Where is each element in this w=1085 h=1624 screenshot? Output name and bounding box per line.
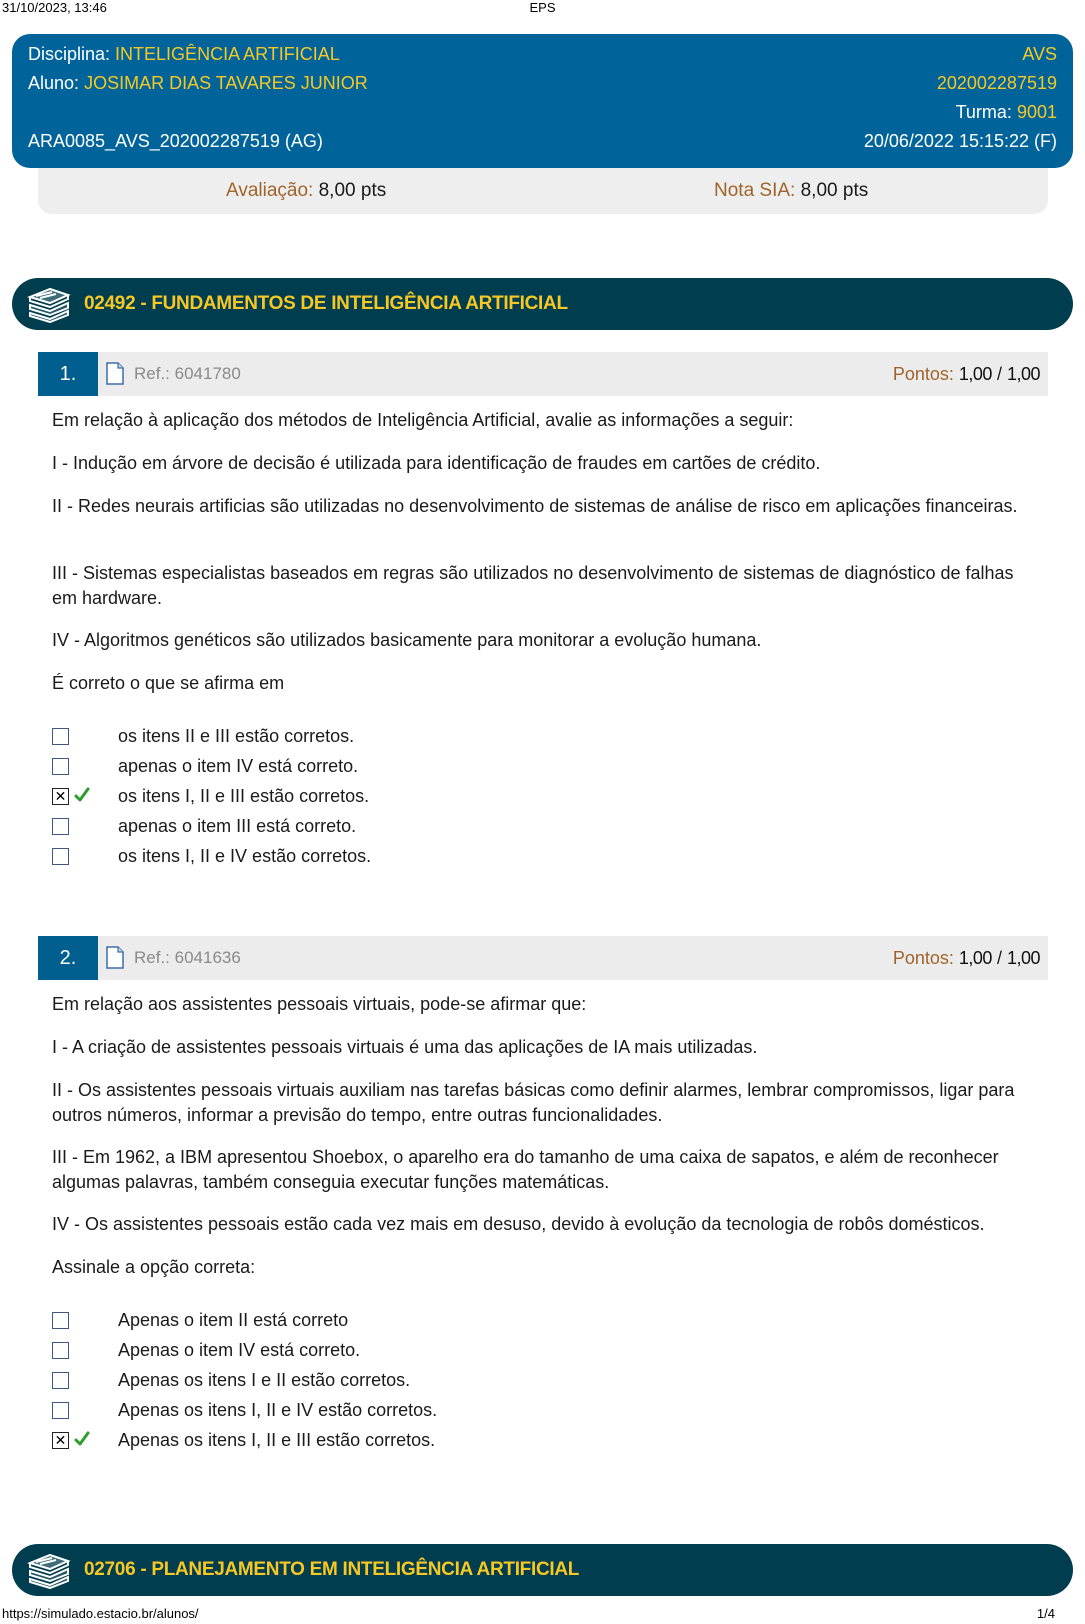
print-page-number: 1/4: [1036, 1606, 1055, 1621]
correct-check-icon: [74, 1430, 90, 1448]
nota-sia-label: Nota SIA:: [714, 180, 796, 201]
answer-option[interactable]: [52, 1400, 952, 1428]
avaliacao-value: 8,00: [318, 180, 356, 201]
books-icon: [26, 287, 72, 323]
avaliacao-unit: pts: [360, 180, 387, 201]
aluno-value: JOSIMAR DIAS TAVARES JUNIOR: [84, 73, 368, 93]
answer-option[interactable]: [52, 756, 952, 784]
question-points: [893, 364, 1040, 385]
option-text: Apenas os itens I, II e IV estão corretos.: [118, 1400, 438, 1420]
turma-value: 9001: [1016, 102, 1057, 122]
nota-sia-unit: pts: [842, 180, 869, 201]
answer-option-selected[interactable]: [52, 1430, 952, 1458]
question-paragraph: III - Em 1962, a IBM apresentou Shoebox, o aparelho era do tamanho de uma caixa de sapatos, e além de reconhecer algumas palavras, também conseguia executar funções matemáticas.: [52, 1147, 999, 1192]
option-checkbox[interactable]: [52, 1402, 69, 1419]
answer-option[interactable]: [52, 1370, 952, 1398]
option-text: Apenas o item II está correto: [118, 1310, 349, 1330]
option-text: os itens I, II e III estão corretos.: [118, 786, 370, 806]
answer-option[interactable]: [52, 816, 952, 844]
points-label: Pontos:: [892, 948, 954, 968]
points-separator: /: [991, 948, 1007, 968]
exam-code: ARA0085_AVS_202002287519 (AG): [28, 131, 323, 151]
question-paragraph: I - Indução em árvore de decisão é utilizada para identificação de fraudes em cartões de crédito.: [52, 453, 821, 473]
question-ref: Ref.: 6041636: [134, 948, 241, 967]
print-url: https://simulado.estacio.br/alunos/: [2, 1606, 199, 1621]
question-paragraph: II - Os assistentes pessoais virtuais auxiliam nas tarefas básicas como definir alarmes, lembrar compromissos, ligar para outros números, informar a previsão do tempo, entre outras funcionalidades.: [52, 1080, 1015, 1125]
question-paragraph: Em relação à aplicação dos métodos de Inteligência Artificial, avalie as informações a seguir:: [52, 410, 794, 430]
nota-sia-value: 8,00: [800, 180, 838, 201]
points-max: 1,00: [1006, 948, 1040, 968]
question-number: 2.: [38, 936, 98, 980]
option-checkbox[interactable]: [52, 1312, 69, 1329]
section-title: 02492 - FUNDAMENTOS DE INTELIGÊNCIA ARTIFICIAL: [84, 293, 568, 314]
exam-type: AVS: [1022, 44, 1057, 64]
print-header: [0, 0, 1085, 18]
option-text: Apenas o item IV está correto.: [118, 1340, 361, 1360]
correct-check-icon: [74, 786, 90, 804]
disciplina-label: Disciplina:: [28, 44, 111, 64]
matricula-value: 202002287519: [936, 73, 1057, 93]
document-icon: [106, 946, 124, 969]
points-earned: 1,00: [958, 948, 992, 968]
avaliacao-label: Avaliação:: [226, 180, 314, 201]
books-icon: [26, 1553, 72, 1589]
x-mark-icon: ✕: [54, 1432, 67, 1448]
option-text: os itens II e III estão corretos.: [118, 726, 355, 746]
print-datetime: 31/10/2023, 13:46: [2, 0, 107, 15]
question-header: [38, 352, 1048, 396]
points-earned: 1,00: [958, 364, 992, 384]
section-header: [12, 278, 1073, 330]
exam-date: 20/06/2022 15:15:22 (F): [863, 131, 1057, 151]
avaliacao-grade: [226, 180, 386, 202]
answer-option[interactable]: [52, 1340, 952, 1368]
points-label: Pontos:: [892, 364, 954, 384]
option-checkbox[interactable]: [52, 758, 69, 775]
document-icon: [106, 362, 124, 385]
grades-panel: [38, 168, 1048, 214]
question-header: [38, 936, 1048, 980]
question-paragraph: III - Sistemas especialistas baseados em regras são utilizados no desenvolvimento de sistemas de diagnóstico de falhas em hardware.: [52, 563, 1014, 608]
turma-line: [956, 102, 1057, 123]
option-checkbox[interactable]: [52, 848, 69, 865]
option-text: apenas o item III está correto.: [118, 816, 357, 836]
question-paragraph: II - Redes neurais artificias são utilizadas no desenvolvimento de sistemas de análise de risco em aplicações financeiras.: [52, 496, 1018, 516]
option-text: Apenas os itens I, II e III estão corretos.: [118, 1430, 436, 1450]
print-title: EPS: [529, 0, 556, 15]
nota-sia-grade: [714, 180, 868, 202]
answer-option[interactable]: [52, 1310, 952, 1338]
question-paragraph: Assinale a opção correta:: [52, 1257, 256, 1277]
turma-label: Turma:: [955, 102, 1012, 122]
option-checkbox[interactable]: [52, 1372, 69, 1389]
answer-option-selected[interactable]: [52, 786, 952, 814]
x-mark-icon: ✕: [54, 788, 67, 804]
question-paragraph: Em relação aos assistentes pessoais virtuais, pode-se afirmar que:: [52, 994, 587, 1014]
disciplina-line: [28, 44, 340, 65]
aluno-label: Aluno:: [28, 73, 80, 93]
points-separator: /: [991, 364, 1007, 384]
question-paragraph: IV - Os assistentes pessoais estão cada vez mais em desuso, devido à evolução da tecnologia de robôs domésticos.: [52, 1214, 985, 1234]
question-paragraph: I - A criação de assistentes pessoais virtuais é uma das aplicações de IA mais utilizadas.: [52, 1037, 758, 1057]
question-paragraph: IV - Algoritmos genéticos são utilizados basicamente para monitorar a evolução humana.: [52, 630, 762, 650]
answer-option[interactable]: [52, 846, 952, 874]
question-number: 1.: [38, 352, 98, 396]
option-text: os itens I, II e IV estão corretos.: [118, 846, 372, 866]
option-text: apenas o item IV está correto.: [118, 756, 359, 776]
question-paragraph: É correto o que se afirma em: [52, 673, 285, 693]
section-title: 02706 - PLANEJAMENTO EM INTELIGÊNCIA ARTIFICIAL: [84, 1559, 580, 1580]
print-footer: [0, 1606, 1085, 1624]
aluno-line: [28, 73, 368, 94]
option-checkbox[interactable]: [52, 1342, 69, 1359]
disciplina-value: INTELIGÊNCIA ARTIFICIAL: [115, 44, 340, 64]
option-checkbox[interactable]: [52, 818, 69, 835]
option-checkbox[interactable]: [52, 728, 69, 745]
option-checkbox-checked[interactable]: [52, 1432, 69, 1449]
section-header: [12, 1544, 1073, 1596]
question-points: [893, 948, 1040, 969]
answer-option[interactable]: [52, 726, 952, 754]
points-max: 1,00: [1006, 364, 1040, 384]
option-checkbox-checked[interactable]: [52, 788, 69, 805]
exam-info-panel: [12, 34, 1073, 168]
question-ref: Ref.: 6041780: [134, 364, 241, 383]
option-text: Apenas os itens I e II estão corretos.: [118, 1370, 411, 1390]
